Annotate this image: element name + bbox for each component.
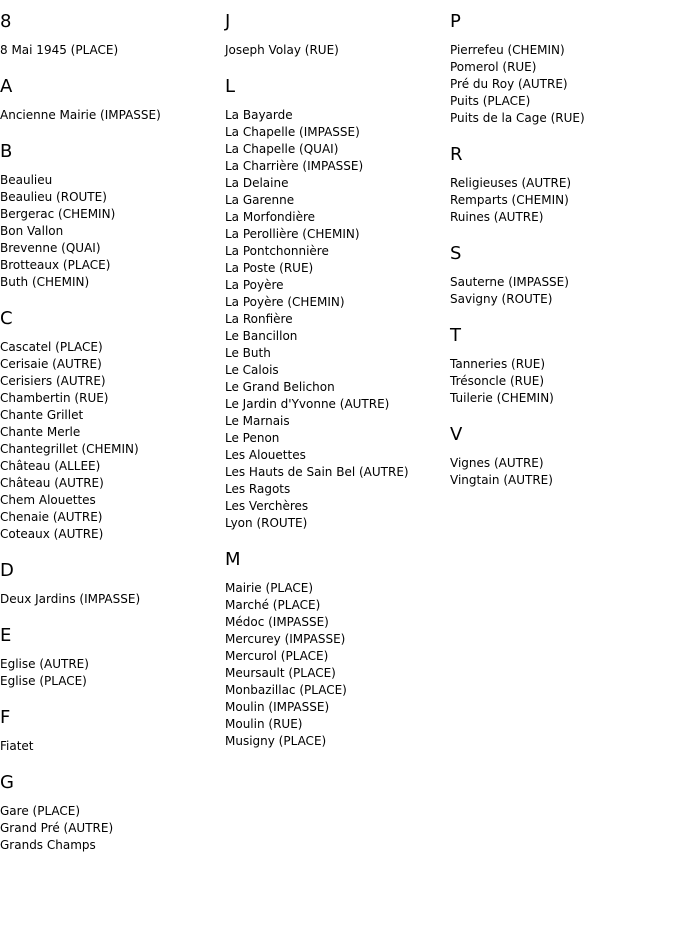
street-link[interactable]: Moulin (RUE) bbox=[225, 717, 303, 731]
section-letter-heading: C bbox=[0, 308, 13, 329]
street-link[interactable]: Joseph Volay (RUE) bbox=[225, 43, 339, 57]
street-link[interactable]: Trésoncle (RUE) bbox=[450, 374, 545, 388]
letter-section bbox=[0, 707, 225, 755]
street-link[interactable]: Ancienne Mairie (IMPASSE) bbox=[0, 108, 161, 122]
street-list bbox=[450, 455, 675, 489]
street-link[interactable]: Tuilerie (CHEMIN) bbox=[450, 391, 554, 405]
street-link[interactable]: Chantegrillet (CHEMIN) bbox=[0, 442, 139, 456]
street-link[interactable]: Remparts (CHEMIN) bbox=[450, 193, 569, 207]
street-list bbox=[450, 356, 675, 407]
street-link[interactable]: Marché (PLACE) bbox=[225, 598, 321, 612]
section-letter-heading: M bbox=[225, 549, 241, 570]
street-link[interactable]: Eglise (AUTRE) bbox=[0, 657, 89, 671]
letter-section bbox=[0, 625, 225, 690]
street-link[interactable]: Les Verchères bbox=[225, 499, 309, 513]
street-link[interactable]: Tanneries (RUE) bbox=[450, 357, 546, 371]
street-list bbox=[0, 42, 225, 59]
street-link[interactable]: Le Marnais bbox=[225, 414, 290, 428]
letter-section bbox=[450, 424, 675, 489]
street-link[interactable]: Le Grand Belichon bbox=[225, 380, 335, 394]
street-link[interactable]: Mairie (PLACE) bbox=[225, 581, 314, 595]
street-link[interactable]: Le Bancillon bbox=[225, 329, 298, 343]
street-link[interactable]: Ruines (AUTRE) bbox=[450, 210, 544, 224]
letter-section bbox=[0, 560, 225, 608]
street-link[interactable]: Vingtain (AUTRE) bbox=[450, 473, 553, 487]
street-link[interactable]: Fiatet bbox=[0, 739, 34, 753]
letter-section bbox=[225, 76, 450, 532]
street-link[interactable]: 8 Mai 1945 (PLACE) bbox=[0, 43, 119, 57]
street-link[interactable]: La Ronfière bbox=[225, 312, 293, 326]
index-column-1 bbox=[0, 0, 225, 854]
street-link[interactable]: La Garenne bbox=[225, 193, 295, 207]
street-link[interactable]: Mercurey (IMPASSE) bbox=[225, 632, 346, 646]
letter-section bbox=[0, 11, 225, 59]
section-letter-heading: D bbox=[0, 560, 14, 581]
street-link[interactable]: Beaulieu (ROUTE) bbox=[0, 190, 107, 204]
street-link[interactable]: Le Jardin d'Yvonne (AUTRE) bbox=[225, 397, 390, 411]
section-letter-heading: J bbox=[225, 11, 231, 32]
street-link[interactable]: Château (ALLEE) bbox=[0, 459, 101, 473]
street-link[interactable]: Mercurol (PLACE) bbox=[225, 649, 329, 663]
section-letter-heading: G bbox=[0, 772, 14, 793]
street-link[interactable]: Beaulieu bbox=[0, 173, 53, 187]
street-link[interactable]: Le Buth bbox=[225, 346, 271, 360]
street-list bbox=[450, 175, 675, 226]
section-letter-heading: B bbox=[0, 141, 13, 162]
street-list bbox=[0, 339, 225, 543]
street-link[interactable]: Religieuses (AUTRE) bbox=[450, 176, 572, 190]
section-letter-heading: F bbox=[0, 707, 11, 728]
street-link[interactable]: Pomerol (RUE) bbox=[450, 60, 537, 74]
letter-section bbox=[225, 549, 450, 750]
section-letter-heading: E bbox=[0, 625, 12, 646]
street-link[interactable]: Le Calois bbox=[225, 363, 279, 377]
letter-section bbox=[0, 772, 225, 854]
letter-section bbox=[0, 141, 225, 291]
section-letter-heading: V bbox=[450, 424, 463, 445]
street-link[interactable]: Sauterne (IMPASSE) bbox=[450, 275, 569, 289]
street-link[interactable]: Puits (PLACE) bbox=[450, 94, 531, 108]
street-link[interactable]: La Charrière (IMPASSE) bbox=[225, 159, 364, 173]
street-link[interactable]: Pierrefeu (CHEMIN) bbox=[450, 43, 565, 57]
section-letter-heading: L bbox=[225, 76, 236, 97]
street-link[interactable]: Bergerac (CHEMIN) bbox=[0, 207, 116, 221]
street-link[interactable]: Eglise (PLACE) bbox=[0, 674, 87, 688]
street-list bbox=[450, 274, 675, 308]
street-link[interactable]: La Bayarde bbox=[225, 108, 293, 122]
street-link[interactable]: Deux Jardins (IMPASSE) bbox=[0, 592, 141, 606]
street-link[interactable]: La Pontchonnière bbox=[225, 244, 329, 258]
street-link[interactable]: Chante Merle bbox=[0, 425, 81, 439]
index-column-2 bbox=[225, 0, 450, 750]
street-list bbox=[450, 42, 675, 127]
street-link[interactable]: Château (AUTRE) bbox=[0, 476, 104, 490]
section-letter-heading: A bbox=[0, 76, 13, 97]
street-link[interactable]: La Chapelle (QUAI) bbox=[225, 142, 339, 156]
street-link[interactable]: Les Hauts de Sain Bel (AUTRE) bbox=[225, 465, 409, 479]
street-link[interactable]: Cascatel (PLACE) bbox=[0, 340, 103, 354]
street-link[interactable]: Monbazillac (PLACE) bbox=[225, 683, 347, 697]
street-link[interactable]: Puits de la Cage (RUE) bbox=[450, 111, 585, 125]
letter-section bbox=[225, 11, 450, 59]
street-link[interactable]: Vignes (AUTRE) bbox=[450, 456, 544, 470]
street-link[interactable]: La Morfondière bbox=[225, 210, 316, 224]
street-link[interactable]: Buth (CHEMIN) bbox=[0, 275, 90, 289]
street-link[interactable]: Grands Champs bbox=[0, 838, 96, 852]
street-link[interactable]: Meursault (PLACE) bbox=[225, 666, 336, 680]
street-link[interactable]: Gare (PLACE) bbox=[0, 804, 81, 818]
index-column-3 bbox=[450, 0, 675, 489]
street-link[interactable]: Musigny (PLACE) bbox=[225, 734, 327, 748]
section-letter-heading: T bbox=[450, 325, 461, 346]
section-letter-heading: 8 bbox=[0, 11, 12, 32]
street-link[interactable]: La Chapelle (IMPASSE) bbox=[225, 125, 360, 139]
street-link[interactable]: Chante Grillet bbox=[0, 408, 84, 422]
street-list bbox=[0, 591, 225, 608]
street-link[interactable]: Brotteaux (PLACE) bbox=[0, 258, 111, 272]
street-link[interactable]: Cerisaie (AUTRE) bbox=[0, 357, 102, 371]
street-link[interactable]: Brevenne (QUAI) bbox=[0, 241, 101, 255]
letter-section bbox=[450, 243, 675, 308]
street-list bbox=[0, 803, 225, 854]
street-link[interactable]: La Poyère bbox=[225, 278, 284, 292]
street-link[interactable]: Les Alouettes bbox=[225, 448, 306, 462]
street-list bbox=[0, 656, 225, 690]
street-link[interactable]: La Perollière (CHEMIN) bbox=[225, 227, 360, 241]
street-link[interactable]: La Delaine bbox=[225, 176, 289, 190]
letter-section bbox=[0, 308, 225, 543]
letter-section bbox=[0, 76, 225, 124]
street-link[interactable]: Le Penon bbox=[225, 431, 280, 445]
street-link[interactable]: Cerisiers (AUTRE) bbox=[0, 374, 106, 388]
street-link[interactable]: Chem Alouettes bbox=[0, 493, 96, 507]
street-list bbox=[225, 580, 450, 750]
street-link[interactable]: Coteaux (AUTRE) bbox=[0, 527, 104, 541]
street-link[interactable]: Chenaie (AUTRE) bbox=[0, 510, 103, 524]
section-letter-heading: S bbox=[450, 243, 462, 264]
street-list bbox=[0, 107, 225, 124]
street-list bbox=[0, 172, 225, 291]
street-link[interactable]: La Poste (RUE) bbox=[225, 261, 314, 275]
street-link[interactable]: Chambertin (RUE) bbox=[0, 391, 109, 405]
letter-section bbox=[450, 144, 675, 226]
street-link[interactable]: La Poyère (CHEMIN) bbox=[225, 295, 345, 309]
street-link[interactable]: Pré du Roy (AUTRE) bbox=[450, 77, 568, 91]
street-list bbox=[225, 42, 450, 59]
street-list bbox=[225, 107, 450, 532]
section-letter-heading: R bbox=[450, 144, 463, 165]
street-link[interactable]: Moulin (IMPASSE) bbox=[225, 700, 330, 714]
street-link[interactable]: Grand Pré (AUTRE) bbox=[0, 821, 114, 835]
letter-section bbox=[450, 11, 675, 127]
street-list bbox=[0, 738, 225, 755]
street-link[interactable]: Lyon (ROUTE) bbox=[225, 516, 308, 530]
letter-section bbox=[450, 325, 675, 407]
section-letter-heading: P bbox=[450, 11, 461, 32]
street-link[interactable]: Les Ragots bbox=[225, 482, 291, 496]
street-link[interactable]: Médoc (IMPASSE) bbox=[225, 615, 329, 629]
street-link[interactable]: Bon Vallon bbox=[0, 224, 64, 238]
street-link[interactable]: Savigny (ROUTE) bbox=[450, 292, 553, 306]
